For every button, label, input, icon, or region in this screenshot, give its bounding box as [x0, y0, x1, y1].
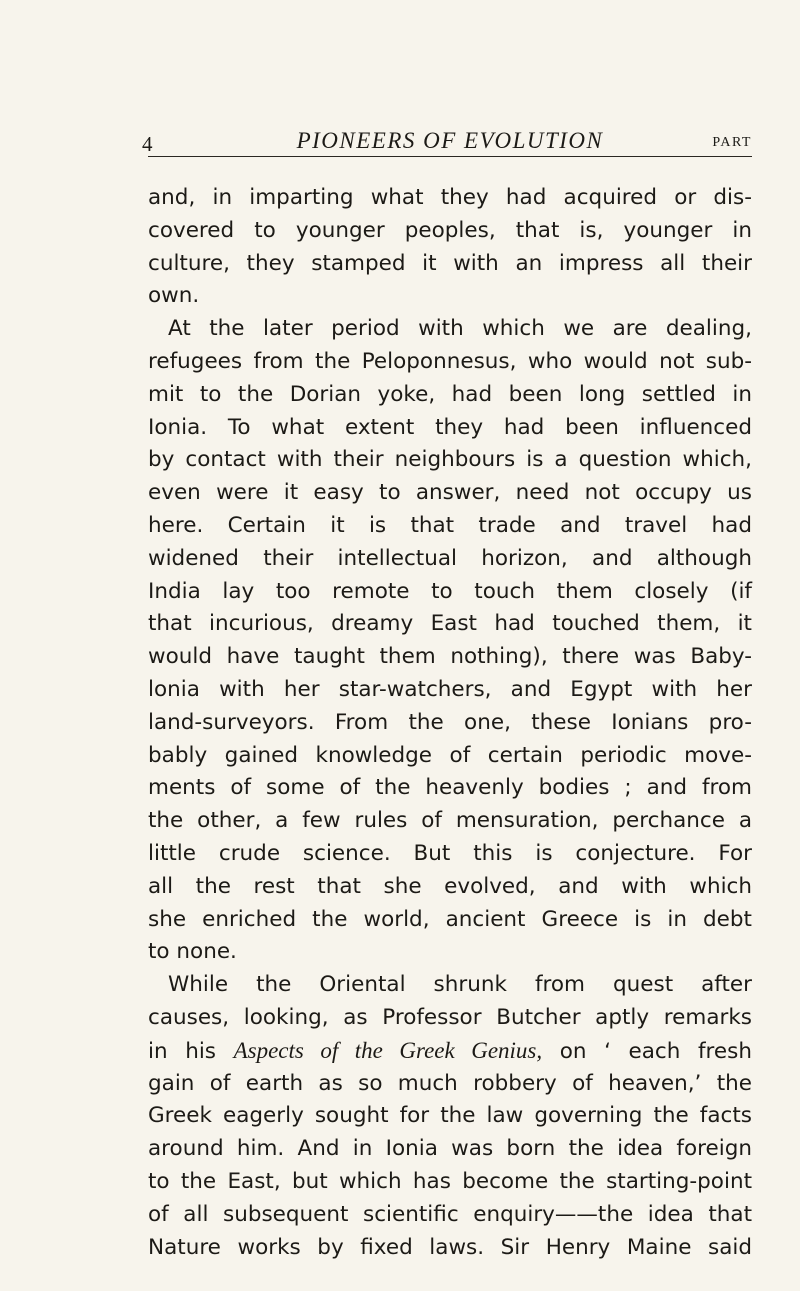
text-line: lonia with her star-watchers, and Egypt with her: [148, 676, 752, 702]
text-line: and, in imparting what they had acquired or dis-: [148, 185, 752, 210]
text-line: culture, they stamped it with an impress all their: [148, 250, 752, 276]
text-line: the other, a few rules of mensuration, perchance a: [148, 808, 752, 834]
section-label: PART: [712, 135, 752, 150]
body-text: [148, 182, 752, 1264]
text-line: here. Certain it is that trade and travel had: [148, 512, 752, 538]
text-line: refugees from the Peloponnesus, who would not sub-: [148, 348, 752, 374]
text-line: around him. And in Ionia was born the idea foreign: [148, 1136, 752, 1162]
text-line: mit to the Dorian yoke, had been long settled in: [148, 381, 752, 407]
text-line-with-citation: [148, 1035, 752, 1068]
page-number: 4: [142, 132, 153, 156]
text-line: Greek eagerly sought for the law governing the facts: [148, 1103, 752, 1129]
cited-book-title: Aspects of the Greek Genius,: [233, 1037, 543, 1063]
text-line: she enriched the world, ancient Greece is in debt: [148, 906, 752, 932]
text-line: gain of earth as so much robbery of heaven,’ the: [148, 1070, 752, 1096]
citation-post-text: on ‘ each fresh: [559, 1038, 752, 1064]
text-line: own.: [148, 283, 200, 309]
text-line: covered to younger peoples, that is, younger in: [148, 217, 752, 243]
text-line: India lay too remote to touch them closely (if: [148, 578, 752, 604]
text-line: to the East, but which has become the starting-point: [148, 1168, 752, 1194]
text-line: that incurious, dreamy East had touched them, it: [148, 611, 752, 637]
text-line: would have taught them nothing), there was Baby-: [148, 644, 752, 670]
text-line: ments of some of the heavenly bodies ; and from: [148, 775, 752, 801]
running-title: PIONEERS OF EVOLUTION: [296, 128, 604, 153]
text-line: land-surveyors. From the one, these Ionians pro-: [148, 709, 752, 735]
text-line: by contact with their neighbours is a question which,: [148, 447, 752, 473]
text-line: Ionia. To what extent they had been influenced: [148, 414, 752, 440]
text-line: to none.: [148, 939, 237, 965]
paragraph-start-line: While the Oriental shrunk from quest after: [168, 972, 752, 998]
citation-pre-text: in his: [148, 1038, 216, 1064]
paragraph-start-line: At the later period with which we are dealing,: [168, 316, 752, 342]
text-line: Nature works by fixed laws. Sir Henry Maine said: [148, 1234, 752, 1260]
text-line: little crude science. But this is conjecture. For: [148, 840, 752, 866]
text-line: even were it easy to answer, need not occupy us: [148, 480, 752, 506]
running-header: [142, 118, 752, 157]
text-line: causes, looking, as Professor Butcher aptly remarks: [148, 1004, 752, 1030]
text-line: bably gained knowledge of certain periodic move-: [148, 742, 752, 768]
text-line: of all subsequent scientific enquiry——the idea that: [148, 1201, 752, 1227]
text-line: all the rest that she evolved, and with which: [148, 873, 752, 899]
text-line: widened their intellectual horizon, and although: [148, 545, 752, 571]
